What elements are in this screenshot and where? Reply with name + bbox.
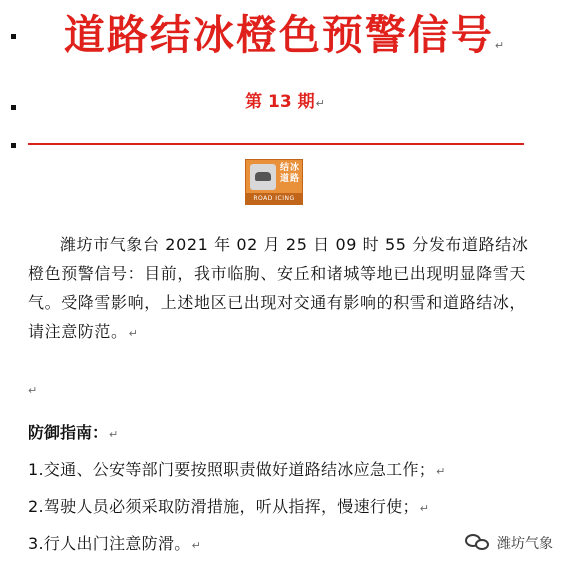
car-icon — [255, 172, 271, 181]
bullet-marker — [11, 143, 16, 148]
paragraph-mark: ↵ — [28, 384, 38, 397]
paragraph-mark: ↵ — [191, 539, 202, 552]
guide-item — [28, 455, 446, 486]
warning-paragraph — [28, 230, 540, 348]
guide-item — [28, 529, 201, 560]
icon-subtitle: ROAD ICING — [246, 193, 302, 204]
paragraph-text: 潍坊市气象台 2021 年 02 月 25 日 09 时 55 分发布道路结冰橙色预警信号：目前，我市临朐、安丘和诸城等地已出现明显降雪天气。受降雪影响，上述地区已出现对交通有影响的积雪和道路结冰，请注意防范。 — [28, 235, 529, 341]
issue-text: 第 13 期 — [245, 92, 315, 112]
paragraph-mark: ↵ — [315, 97, 325, 110]
icon-label: 结冰道路 — [279, 163, 300, 184]
paragraph-mark: ↵ — [436, 465, 446, 478]
document-title — [0, 9, 570, 72]
guide-title-text: 防御指南： — [28, 423, 109, 442]
paragraph-mark: ↵ — [494, 39, 507, 52]
wechat-icon — [465, 533, 491, 553]
guide-item-text: 3.行人出门注意防滑。 — [28, 534, 191, 553]
account-watermark — [465, 532, 553, 554]
guide-heading — [28, 418, 118, 449]
road-icon — [250, 164, 276, 190]
title-text: 道路结冰橙色预警信号 — [63, 11, 494, 59]
guide-item-text: 1.交通、公安等部门要按照职责做好道路结冰应急工作； — [28, 460, 436, 479]
red-divider — [28, 143, 524, 145]
issue-number — [0, 91, 570, 115]
guide-item — [28, 492, 429, 523]
paragraph-mark: ↵ — [419, 502, 430, 515]
paragraph-mark: ↵ — [128, 327, 139, 340]
guide-item-text: 2.驾驶人员必须采取防滑措施，听从指挥，慢速行使； — [28, 497, 419, 516]
road-icing-warning-icon — [245, 159, 303, 205]
watermark-text: 潍坊气象 — [497, 536, 553, 552]
paragraph-mark: ↵ — [109, 428, 119, 441]
